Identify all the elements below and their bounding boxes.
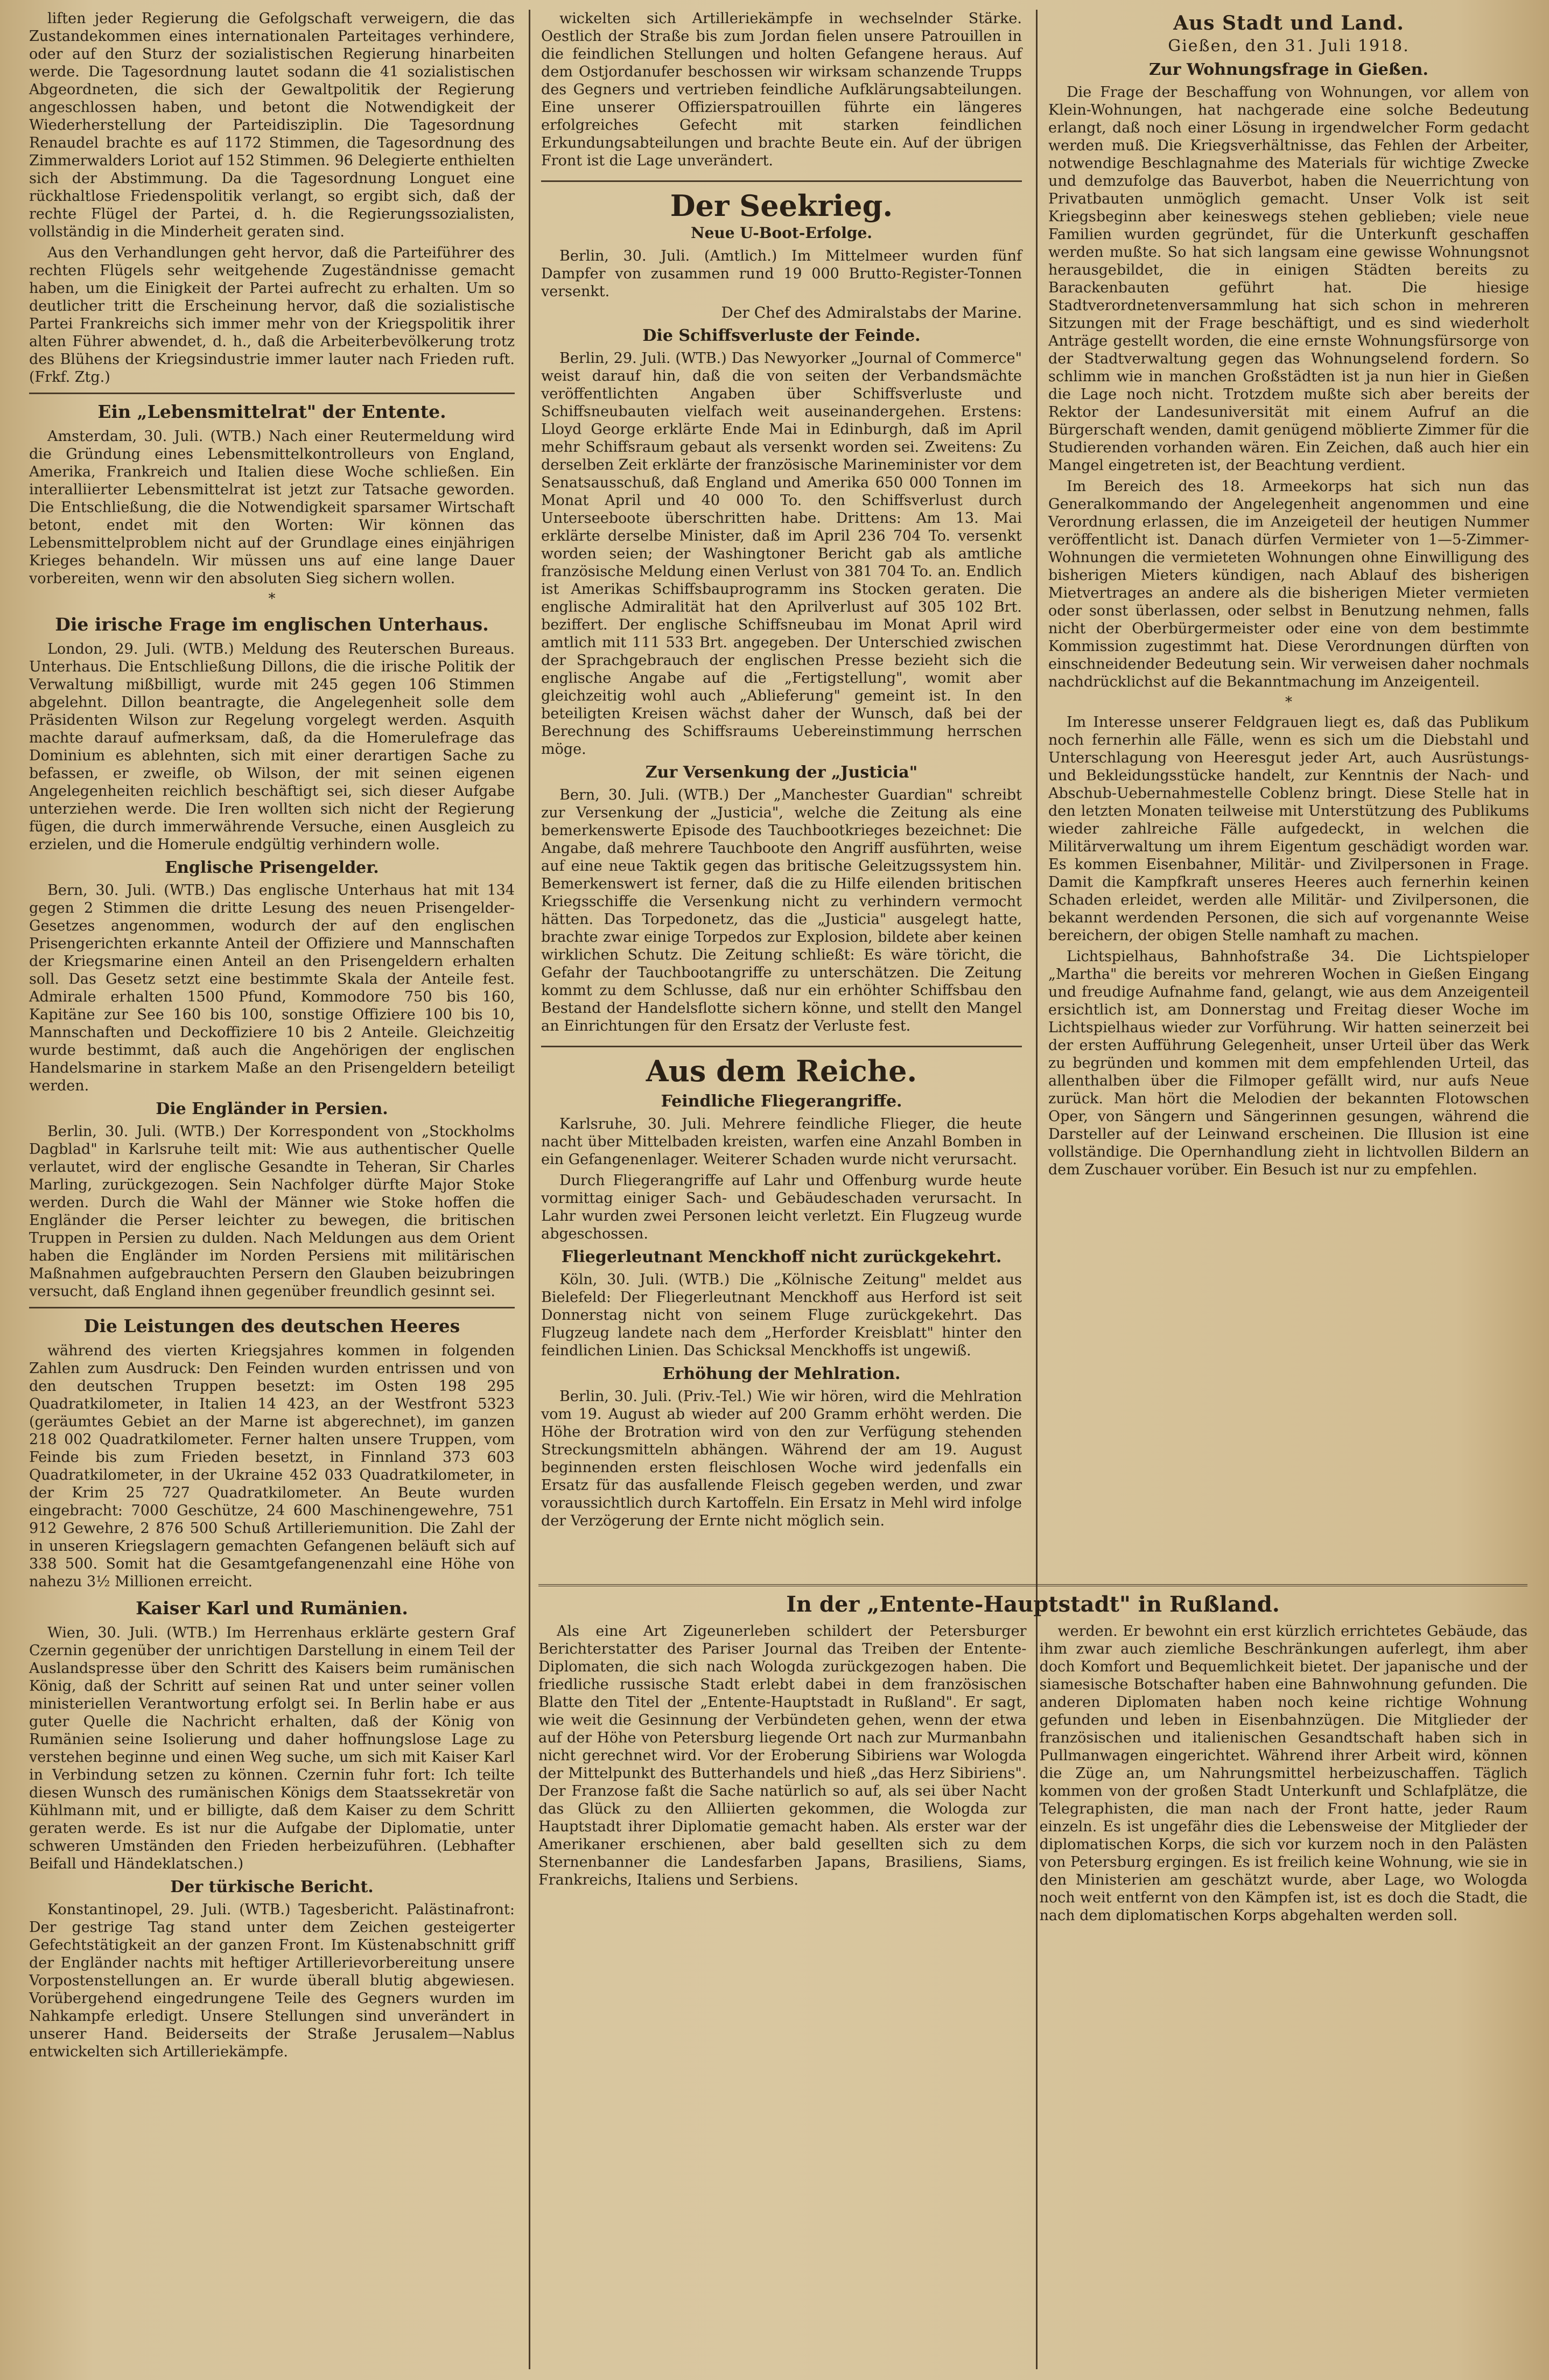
article-paragraph: liften jeder Regierung die Gefolgschaft verweigern, die das Zustandekommen eines internationalen Parteitages verhindere, oder auf den Sturz der sozialistischen Regierung hinarbeiten werde. Die Tagesordnung lautet sodann die 41 sozialistischen Abgeordneten, die sich der Gewaltpolitik der Regierung angeschlossen haben, und betont die Notwendigkeit der Wiederherstellung der Parteidisziplin. Die Tagesordnung Renaudel brachte es auf 1172 Stimmen, die Tagesordnung des Zimmerwalders Loriot auf 152 Stimmen. 96 Delegierte enthielten sich der Abstimmung. Da die Tagesordnung Longuet eine rückhaltlose Friedenspolitik verlangt, so ergibt sich, daß der rechte Flügel der Partei, d. h. die Regierungssozialisten, vollständig in die Minderheit geraten sind. [29,10,515,240]
divider-star: * [268,591,276,607]
article-paragraph: Karlsruhe, 30. Juli. Mehrere feindliche Flieger, die heute nacht über Mittelbaden kreisten, warfen eine Anzahl Bomben in ein Gefangenenlager. Weiterer Schaden wurde nicht verursacht. [541,1116,1022,1168]
article-paragraph: Aus den Verhandlungen geht hervor, daß die Parteiführer des rechten Flügels sehr weitgehende Zugeständnisse gemacht haben, um die Einigkeit der Partei aufrecht zu erhalten. Um so deutlicher tritt die Erscheinung hervor, daß die sozialistische Partei Frankreichs sich immer mehr von der Kriegspolitik ihrer alten Führer abwendet, d. h., daß die Arbeiterbevölkerung trotz des Blühens der Kriegsindustrie immer lauter nach Frieden ruft. (Frkf. Ztg.) [29,244,515,386]
article-paragraph: Lichtspielhaus, Bahnhofstraße 34. Die Lichtspieloper „Martha" die bereits vor mehreren Wochen in Gießen Eingang und freudige Aufnahme fand, gelangt, wie aus dem Anzeigenteil ersichtlich ist, am Donnerstag und Freitag dieser Woche im Lichtspielhaus wieder zur Vorführung. Wir hatten seinerzeit bei der ersten Aufführung Gelegenheit, unser Urteil über das Werk zu begründen und kommen mit dem empfehlenden Urteil, das allenthalben über die Filmoper gefällt wird, nur aufs Neue zurück. Man hört die Melodien der bekannten Flotowschen Oper, von Sängern und Sängerinnen gesungen, während die Darsteller auf der Leinwand erscheinen. Die Illusion ist eine vollständige. Die Opernhandlung zieht in lichtvollen Bildern an dem Zuschauer vorüber. Ein Besuch ist nur zu empfehlen. [1048,948,1529,1178]
headline-menckhoff: Fliegerleutnant Menckhoff nicht zurückgekehrt. [561,1248,1002,1266]
signature: Der Chef des Admiralstabs der Marine. [721,304,1022,321]
dateline: Gießen, den 31. Juli 1918. [1168,37,1410,55]
article-paragraph: Bern, 30. Juli. (WTB.) Das englische Unterhaus hat mit 134 gegen 2 Stimmen die dritte Lesung des neuen Prisengelder-Gesetzes angenommen, wodurch der auf den englischen Prisengerichten erkannte Anteil der Offiziere und Mannschaften der Kriegsmarine einen Anteil an den Prisengeldern erhalten soll. Das Gesetz setzt eine bestimmte Skala der Anteile fest. Admirale erhalten 1500 Pfund, Kommodore 750 bis 160, Kapitäne zur See 160 bis 100, sonstige Offiziere 100 bis 10, Mannschaften und Deckoffiziere 10 bis 2 Anteile. Gleichzeitig wurde bestimmt, daß auch die Angehörigen der englischen Handelsmarine in starkem Maße an den Prisengeldern beteiligt werden. [29,882,515,1094]
article-paragraph: Im Interesse unserer Feldgrauen liegt es, daß das Publikum noch fernerhin alle Fälle, wenn es sich um die Diebstahl und Unterschlagung von Heeresgut jeder Art, auch Ausrüstungs- und Bekleidungsstücke handelt, zur Kenntnis der Nach- und Abschub-Uebernahmestelle Coblenz bringt. Diese Stelle hat in den letzten Monaten teilweise mit Unterstützung des Publikums wieder zahlreiche Fälle aufgedeckt, in welchen die Militärverwaltung um ihrem Eigentum geschädigt worden war. Es kommen Eisenbahner, Militär- und Zivilpersonen in Frage. Damit die Kampfkraft unseres Heeres auch fernerhin keinen Schaden erleidet, werden alle Militär- und Zivilpersonen, die bekannt werdenden Personen, die sich auf vorgenannte Weise bereichern, der obigen Stelle namhaft zu machen. [1048,714,1529,944]
article-paragraph: Durch Fliegerangriffe auf Lahr und Offenburg wurde heute vormittag einiger Sach- und Gebäudeschaden verursacht. In Lahr wurden zwei Personen leicht verletzt. Ein Flugzeug wurde abgeschossen. [541,1172,1022,1242]
article-paragraph: werden. Er bewohnt ein erst kürzlich errichtetes Gebäude, das ihm zwar auch ziemliche Beschränkungen auferlegt, ihm aber doch Komfort und Bequemlichkeit bietet. Der japanische und der siamesische Botschafter haben eine Bahnwohnung gefunden. Die anderen Diplomaten haben noch keine richtige Wohnung gefunden und leben in Eisenbahnzügen. Die Mitglieder der französischen und italienischen Gesandtschaft haben sich in Pullmanwagen eingerichtet. Während ihrer Arbeit wird, können die Züge an, um Nahrungsmittel herbeizuschaffen. Täglich kommen von der großen Stadt Unterkunft und Schlafplätze, die Telegraphisten, die man nach der Front hatte, jeder Raum einzeln. Es ist ungefähr dies die Lebensweise der Mitglieder der diplomatischen Korps, die sich vor kurzem noch in den Palästen von Petersburg ergingen. Es ist freilich keine Wohnung, wie sie in den Ministerien am geschätzt wurde, aber Lage, wo Wologda noch weit entfernt von den Kämpfen ist, ist es doch die Stadt, die nach dem diplomatischen Korps abgehalten werden soll. [1039,1623,1527,1924]
headline-justicia: Zur Versenkung der „Justicia" [645,763,918,782]
article-paragraph: London, 29. Juli. (WTB.) Meldung des Reuterschen Bureaus. Unterhaus. Die Entschließung Dillons, die die irische Politik der Verwaltung mißbilligt, wurde mit 245 gegen 106 Stimmen abgelehnt. Dillon beantragte, die Angelegenheit solle dem Präsidenten Wilson zur Regelung vorgelegt werden. Asquith machte darauf aufmerksam, daß, da die Homerulefrage das Dominium es ablehnten, sich mit einer derartigen Sache zu befassen, er zweifle, ob Wilson, der mit seinen eigenen Angelegenheiten reichlich beschäftigt sei, sich dieser Aufgabe unterziehen werde. Die Iren wollten sich nicht der Regierung fügen, die durch immerwährende Versuche, einen Ausgleich zu erzielen, und die Homerule endgültig verhindern wolle. [29,641,515,853]
headline-persien: Die Engländer in Persien. [156,1100,388,1118]
column-left [22,10,522,2369]
article-paragraph: Als eine Art Zigeunerleben schildert der Petersburger Berichterstatter des Pariser Journal das Treiben der Entente-Diplomaten, die sich nach Wologda zurückgezogen haben. Die friedliche russische Stadt erlebt dabei in dem französischen Blatte den Titel der „Entente-Hauptstadt in Rußland". Er sagt, wie weit die Gesinnung der Verbündeten gehen, wenn der etwa auf der Höhe von Petersburg liegende Ort nach zur Murmanbahn nicht gerechnet wird. Vor der Eroberung Sibiriens war Wologda der Mittelpunkt des Butterhandels und hieß „das Herz Sibiriens". Der Franzose faßt die Sache natürlich so auf, als sei über Nacht das Glück zu den Alliierten gekommen, die Wologda zur Hauptstadt ihrer Diplomatie gemacht haben. Als erster war der Amerikaner erschienen, aber bald gesellten sich zu dem Sternenbanner die Landesfarben Japans, Brasiliens, Siams, Frankreichs, Italiens und Serbiens. [538,1623,1027,1888]
article-paragraph: Berlin, 30. Juli. (WTB.) Der Korrespondent von „Stockholms Dagblad" in Karlsruhe teilt mit: Wie aus authentischer Quelle verlautet, wird der englische Gesandte in Teheran, Sir Charles Marling, zurückgezogen. Sein Nachfolger dürfte Major Stoke werden. Durch die Wahl der Männer wie Stoke hoffen die Engländer die Perser leichter zu bewegen, die britischen Truppen in Persien zu dulden. Nach Meldungen aus dem Orient haben die Engländer im Norden Persiens mit militärischen Maßnahmen aufgebrauchten Persern den Glauben beizubringen versucht, daß England ihnen gegenüber freundlich gesinnt sei. [29,1123,515,1300]
headline-prisengelder: Englische Prisengelder. [165,858,379,877]
headline-kaiser-karl: Kaiser Karl und Rumänien. [136,1598,408,1619]
headline-wohnungsfrage: Zur Wohnungsfrage in Gießen. [1149,60,1428,79]
article-paragraph: Berlin, 30. Juli. (Amtlich.) Im Mittelmeer wurden fünf Dampfer von zusammen rund 19 000 Brutto-Register-Tonnen versenkt. [541,248,1022,300]
feature-headline: In der „Entente-Hauptstadt" in Rußland. [786,1592,1280,1617]
article-paragraph: Konstantinopel, 29. Juli. (WTB.) Tagesbericht. Palästinafront: Der gestrige Tag stand unter dem Zeichen gesteigerter Gefechtstätigkeit an der ganzen Front. Im Küstenabschnitt griff der Engländer nachts mit heftiger Artillerievorbereitung unsere Vorpostenstellungen an. Er wurde überall blutig abgewiesen. Vorübergehend eingedrungene Teile des Gegners wurden im Nahkampfe erledigt. Unsere Stellungen sind unverändert in unserer Hand. Beiderseits der Straße Jerusalem—Nablus entwickelten sich Artilleriekämpfe. [29,1901,515,2060]
headline-mehlration: Erhöhung der Mehlration. [662,1364,901,1383]
divider [29,393,515,394]
article-paragraph: Berlin, 29. Juli. (WTB.) Das Newyorker „Journal of Commerce" weist darauf hin, daß die von seiten der Verbandsmächte veröffentlichten Angaben über Schiffsverluste und Schiffsneubauten vielfach weit auseinandergehen. Erstens: Lloyd George erklärte Ende Mai in Edinburgh, daß im April mehr Schiffsraum gebaut als versenkt worden sei. Zweitens: Zu derselben Zeit erklärte der französische Marineminister vor dem Senatsausschuß, daß England und Amerika 650 000 Tonnen im Monat April und 40 000 To. den Schiffsverlust durch Unterseeboote überschritten habe. Drittens: Am 13. Mai erklärte derselbe Minister, daß im April 236 704 To. versenkt worden seien; der Washingtoner Bericht gab als amtliche französische Meldung einen Verlust von 381 704 To. an. Endlich ist Amerikas Schiffsbauprogramm ins Stocken geraten. Die englische Admiralität hat den Aprilverlust auf 305 102 Brt. beziffert. Der englische Schiffsneubau im Monat April wird amtlich mit 111 533 Brt. angegeben. Der Unterschied zwischen der Sprachgebrauch der englischen Presse bezieht sich die englische Angabe auf die „Fertigstellung", womit aber gleichzeitig wohl auch „Ablieferung" gemeint ist. In den beteiligten Kreisen wächst daher der Wunsch, daß bei der Berechnung des Schiffsraums Uebereinstimmung herrschen möge. [541,350,1022,758]
section-headline-reiche: Aus dem Reiche. [541,1046,1022,1087]
headline-irische-frage: Die irische Frage im englischen Unterhaus. [55,614,489,635]
article-paragraph: während des vierten Kriegsjahres kommen in folgenden Zahlen zum Ausdruck: Den Feinden wurden entrissen und von den deutschen Truppen besetzt: im Osten 198 295 Quadratkilometer, in Italien 14 423, an der Westfront 5323 (geräumtes Gebiet an der Marne ist abgerechnet), im ganzen 218 002 Quadratkilometer. Ferner halten unsere Truppen, vom Feinde bis zum Frieden besetzt, in Finnland 373 603 Quadratkilometer, in der Ukraine 452 033 Quadratkilometer, in der Krim 25 727 Quadratkilometer. An Beute wurden eingebracht: 7000 Geschütze, 24 600 Maschinengewehre, 751 912 Gewehre, 2 876 500 Schuß Artilleriemunition. Die Zahl der in unseren Kriegslagern gemachten Gefangenen beläuft sich auf 338 500. Somit hat die Gesamtgefangenenzahl eine Höhe von nahezu 3½ Millionen erreicht. [29,1342,515,1590]
divider [29,1307,515,1308]
article-paragraph: Amsterdam, 30. Juli. (WTB.) Nach einer Reutermeldung wird die Gründung eines Lebensmittelkontrolleurs von England, Amerika, Frankreich und Italien diese Woche schließen. Ein interalliierter Lebensmittelrat ist jetzt zur Tatsache geworden. Die Entschließung, die die Notwendigkeit sparsamer Wirtschaft betont, endet mit den Worten: Wir können das Lebensmittelproblem nicht auf der Grundlage eines einjährigen Krieges behandeln. Wir müssen uns auf eine lange Dauer vorbereiten, wenn wir den absoluten Sieg sichern wollen. [29,428,515,587]
feature-box-entente [538,1584,1527,2369]
section-headline-seekrieg: Der Seekrieg. [541,180,1022,222]
article-paragraph: Bern, 30. Juli. (WTB.) Der „Manchester Guardian" schreibt zur Versenkung der „Justicia", welche die Zeitung als eine bemerkenswerte Episode des Tauchbootkrieges bezeichnet: Die Angabe, daß mehrere Tauchboote den Angriff ausführten, weise auf eine neue Taktik gegen das britische Geleitzugssystem hin. Bemerkenswert ist ferner, daß die zu Hilfe eilenden britischen Kriegsschiffe die Versenkung nicht zu verhindern vermocht hätten. Das Torpedonetz, das die „Justicia" ausgelegt hatte, brachte zwar einige Torpedos zur Explosion, bildete aber keinen wirklichen Schutz. Die Zeitung schließt: Es wäre töricht, die Gefahr der Tauchbootangriffe zu unterschätzen. Die Zeitung kommt zu dem Schlusse, daß nur ein erhöhter Schiffsbau den Bestand der Handelsflotte sichern könne, und stellt den Mangel an Einrichtungen für den Ersatz der Verluste fest. [541,787,1022,1034]
section-headline-stadt-land: Aus Stadt und Land. [1173,12,1404,34]
headline-fliegerangriffe: Feindliche Fliegerangriffe. [661,1092,902,1111]
article-paragraph: Köln, 30. Juli. (WTB.) Die „Kölnische Zeitung" meldet aus Bielefeld: Der Fliegerleutnant Menckhoff aus Herford ist seit Donnerstag nicht von seinem Fluge zurückgekehrt. Das Flugzeug landete nach dem „Herforder Kreisblatt" hinter den feindlichen Linien. Das Schicksal Menckhoffs ist ungewiß. [541,1271,1022,1359]
article-paragraph: wickelten sich Artilleriekämpfe in wechselnder Stärke. Oestlich der Straße bis zum Jordan fielen unsere Patrouillen in die feindlichen Stellungen und holten Gefangene heraus. Auf dem Ostjordanufer beschossen wir wirksam schanzende Trupps des Gegners und vertrieben feindliche Aufklärungsabteilungen. Eine unserer Offizierspatrouillen führte ein längeres erfolgreiches Gefecht mit starken feindlichen Erkundungsabteilungen und brachte Beute ein. Auf der übrigen Front ist die Lage unverändert. [541,10,1022,169]
divider-star: * [1285,694,1292,710]
article-paragraph: Im Bereich des 18. Armeekorps hat sich nun das Generalkommando der Angelegenheit angenommen und eine Verordnung erlassen, die im Anzeigeteil der heutigen Nummer veröffentlicht ist. Danach dürfen Vermieter von 1—5-Zimmer-Wohnungen die vermieteten Wohnungen ohne Einwilligung des bisherigen Mieters kündigen, nach Ablauf des bisherigen Mietvertrages an andere als die bisherigen Mieter vermieten oder sonst überlassen, oder selbst in Benutzung nehmen, falls nicht der Oberbürgermeister oder eine von dem bestimmte Kommission zugestimmt hat. Diese Verordnungen dürften von einschneidender Bedeutung sein. Wir verweisen daher nochmals nachdrücklichst auf die Bekanntmachung im Anzeigenteil. [1048,478,1529,690]
headline-leistungen-heeres: Die Leistungen des deutschen Heeres [83,1315,460,1336]
headline-schiffsverluste: Die Schiffsverluste der Feinde. [642,326,921,345]
article-paragraph: Wien, 30. Juli. (WTB.) Im Herrenhaus erklärte gestern Graf Czernin gegenüber der unrichtigen Darstellung in einem Teil der Auslandspresse über den Schritt des Kaisers beim rumänischen König, daß der Schritt auf seinen Rat und unter seiner vollen ministeriellen Verantwortung erfolgt sei. In Berlin habe er aus guter Quelle die Nachricht erhalten, daß der König von Rumänien seine Isolierung und daher hoffnungslose Lage zu verstehen beginne und einen Weg suche, um sich mit Kaiser Karl in Verbindung setzen zu können. Czernin fuhr fort: Ich teilte diesen Wunsch des rumänischen Königs dem Staatssekretär von Kühlmann mit, und er billigte, daß dem Kaiser zu dem Schritt geraten werde. Es ist nur die Aufgabe der Diplomatie, unter schweren Umständen den Frieden herbeizuführen. (Lebhafter Beifall und Händeklatschen.) [29,1625,515,1872]
headline-tuerkischer-bericht: Der türkische Bericht. [170,1878,374,1896]
headline-lebensmittelrat: Ein „Lebensmittelrat" der Entente. [97,401,446,422]
subheadline-u-boot: Neue U-Boot-Erfolge. [690,224,873,242]
article-paragraph: Berlin, 30. Juli. (Priv.-Tel.) Wie wir hören, wird die Mehlration vom 19. August ab wieder auf 200 Gramm erhöht werden. Die Höhe der Brotration wird von den zur Verfügung stehenden Streckungsmitteln abhängen. Während der am 19. August beginnenden ersten fleischlosen Woche wird jedenfalls ein Ersatz für das ausfallende Fleisch gegeben werden, und zwar voraussichtlich durch Kartoffeln. Ein Ersatz in Mehl wird infolge der Verzögerung der Ernte nicht möglich sein. [541,1388,1022,1529]
article-paragraph: Die Frage der Beschaffung von Wohnungen, vor allem von Klein-Wohnungen, hat nachgerade eine solche Bedeutung erlangt, daß noch einer Lösung in irgendwelcher Form gedacht werden muß. Die Kriegsverhältnisse, das Fehlen der Arbeiter, notwendige Beschlagnahme des Materials für wichtige Zwecke und demzufolge das Bauverbot, haben die Neuerrichtung von Privatbauten unmöglich gemacht. Unser Volk ist seit Kriegsbeginn aber keineswegs stehen geblieben; viele neue Familien wurden gegründet, für die Unterkunft geschaffen werden mußte. So hat sich langsam eine gewisse Wohnungsnot herausgebildet, die in einigen Städten bereits zu Barackenbauten geführt hat. Die hiesige Stadtverordnetenversammlung hat sich schon in mehreren Sitzungen mit der Frage beschäftigt, und es sind wiederholt Anträge gestellt worden, die eine ernste Wohnungsfürsorge von der Stadtverwaltung gegen das Wohnungselend fordern. So schlimm wie in manchen Großstädten ist ja nun hier in Gießen die Lage noch nicht. Trotzdem mußte sich aber bereits der Rektor der Landesuniversität mit einem Aufruf an die Bürgerschaft wenden, damit genügend möblierte Zimmer für die Studierenden vorhanden wären. Ein Zeichen, daß auch hier ein Mangel eingetreten ist, der Beachtung verdient. [1048,84,1529,474]
